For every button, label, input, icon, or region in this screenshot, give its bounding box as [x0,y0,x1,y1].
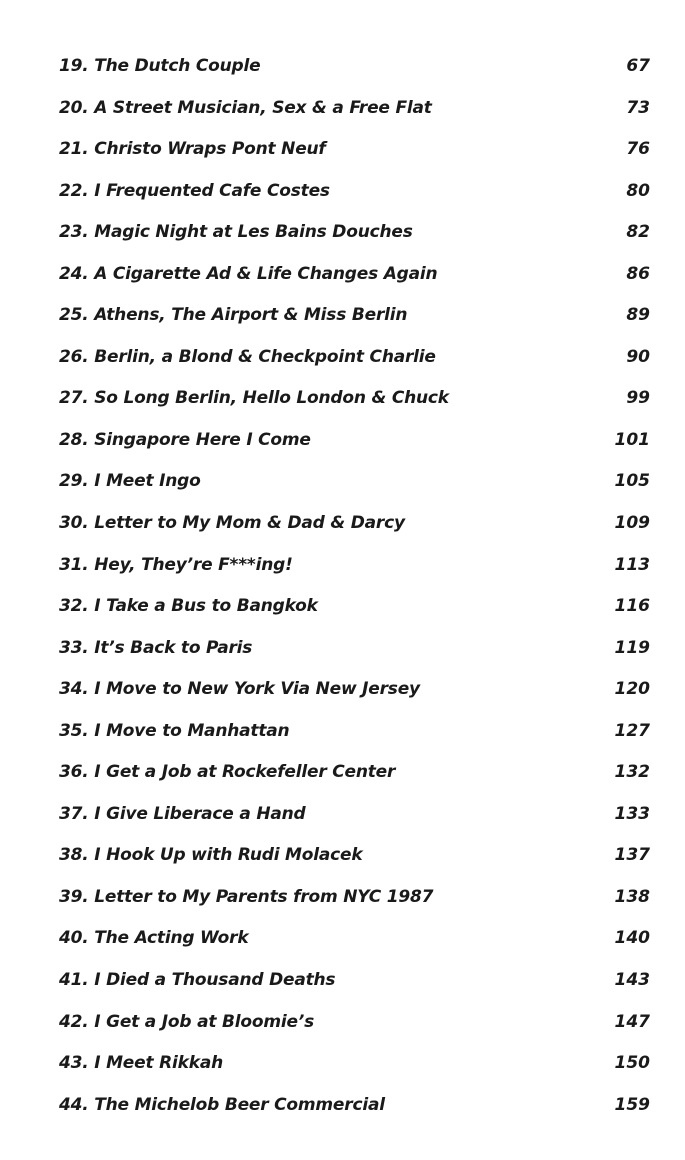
toc-entry-21 [59,139,650,181]
toc-entry-page: 116 [614,596,650,617]
toc-entry-39 [59,887,650,929]
toc-entry-title: 24. A Cigarette Ad & Life Changes Again [59,263,438,284]
toc-entry-24 [59,264,650,306]
toc-entry-page: 140 [614,928,650,949]
toc-entry-29 [59,471,650,513]
toc-entry-title: 34. I Move to New York Via New Jersey [59,679,420,700]
toc-entry-page: 138 [614,886,650,907]
toc-entry-title: 23. Magic Night at Les Bains Douches [59,222,413,243]
toc-entry-19 [59,56,650,98]
toc-entry-page: 159 [614,1094,650,1115]
toc-entry-page: 90 [626,346,650,367]
toc-entry-36 [59,762,650,804]
toc-entry-page: 82 [626,222,650,243]
toc-entry-33 [59,638,650,680]
toc-entry-35 [59,721,650,763]
toc-entry-44 [59,1095,650,1137]
toc-entry-title: 41. I Died a Thousand Deaths [59,970,336,991]
toc-entry-page: 143 [614,970,650,991]
toc-entry-title: 25. Athens, The Airport & Miss Berlin [59,305,408,326]
toc-entry-page: 119 [614,637,650,658]
toc-entry-page: 127 [614,720,650,741]
toc-entry-title: 30. Letter to My Mom & Dad & Darcy [59,513,405,534]
toc-entry-23 [59,222,650,264]
toc-entry-38 [59,845,650,887]
toc-entry-page: 132 [614,762,650,783]
toc-entry-page: 89 [626,305,650,326]
toc-entry-title: 31. Hey, They’re F***ing! [59,554,293,575]
toc-entry-page: 133 [614,803,650,824]
toc-entry-25 [59,305,650,347]
toc-entry-27 [59,388,650,430]
toc-entry-41 [59,970,650,1012]
toc-entry-title: 19. The Dutch Couple [59,56,261,76]
toc-entry-title: 42. I Get a Job at Bloomie’s [59,1011,314,1032]
toc-entry-28 [59,430,650,472]
toc-entry-page: 109 [614,513,650,534]
toc-entry-40 [59,928,650,970]
toc-entry-31 [59,555,650,597]
table-of-contents [59,56,650,1136]
toc-entry-34 [59,679,650,721]
toc-entry-title: 43. I Meet Rikkah [59,1053,224,1074]
toc-entry-title: 26. Berlin, a Blond & Checkpoint Charlie [59,346,436,367]
toc-entry-42 [59,1012,650,1054]
toc-entry-32 [59,596,650,638]
toc-entry-title: 38. I Hook Up with Rudi Molacek [59,845,363,866]
toc-entry-page: 120 [614,679,650,700]
toc-entry-title: 39. Letter to My Parents from NYC 1987 [59,886,434,907]
toc-entry-title: 36. I Get a Job at Rockefeller Center [59,762,396,783]
toc-entry-page: 101 [614,429,650,450]
toc-entry-title: 33. It’s Back to Paris [59,637,253,658]
toc-entry-22 [59,181,650,223]
toc-entry-page: 105 [614,471,650,492]
toc-entry-page: 137 [614,845,650,866]
toc-entry-page: 73 [626,97,650,118]
toc-entry-page: 86 [626,263,650,284]
toc-entry-title: 20. A Street Musician, Sex & a Free Flat [59,97,432,118]
toc-entry-page: 113 [614,554,650,575]
toc-entry-title: 29. I Meet Ingo [59,471,201,492]
toc-entry-title: 35. I Move to Manhattan [59,720,290,741]
toc-entry-page: 99 [626,388,650,409]
toc-entry-title: 22. I Frequented Cafe Costes [59,180,330,201]
toc-entry-title: 27. So Long Berlin, Hello London & Chuck [59,388,449,409]
toc-entry-43 [59,1053,650,1095]
toc-entry-title: 44. The Michelob Beer Commercial [59,1094,385,1115]
toc-entry-page: 80 [626,180,650,201]
toc-entry-20 [59,98,650,140]
toc-entry-title: 28. Singapore Here I Come [59,429,311,450]
toc-entry-page: 147 [614,1011,650,1032]
toc-entry-26 [59,347,650,389]
toc-entry-title: 21. Christo Wraps Pont Neuf [59,139,326,160]
toc-entry-37 [59,804,650,846]
toc-entry-title: 37. I Give Liberace a Hand [59,803,306,824]
toc-entry-page: 76 [626,139,650,160]
toc-entry-title: 40. The Acting Work [59,928,249,949]
toc-entry-30 [59,513,650,555]
toc-entry-page: 67 [626,56,650,76]
toc-entry-page: 150 [614,1053,650,1074]
toc-entry-title: 32. I Take a Bus to Bangkok [59,596,318,617]
